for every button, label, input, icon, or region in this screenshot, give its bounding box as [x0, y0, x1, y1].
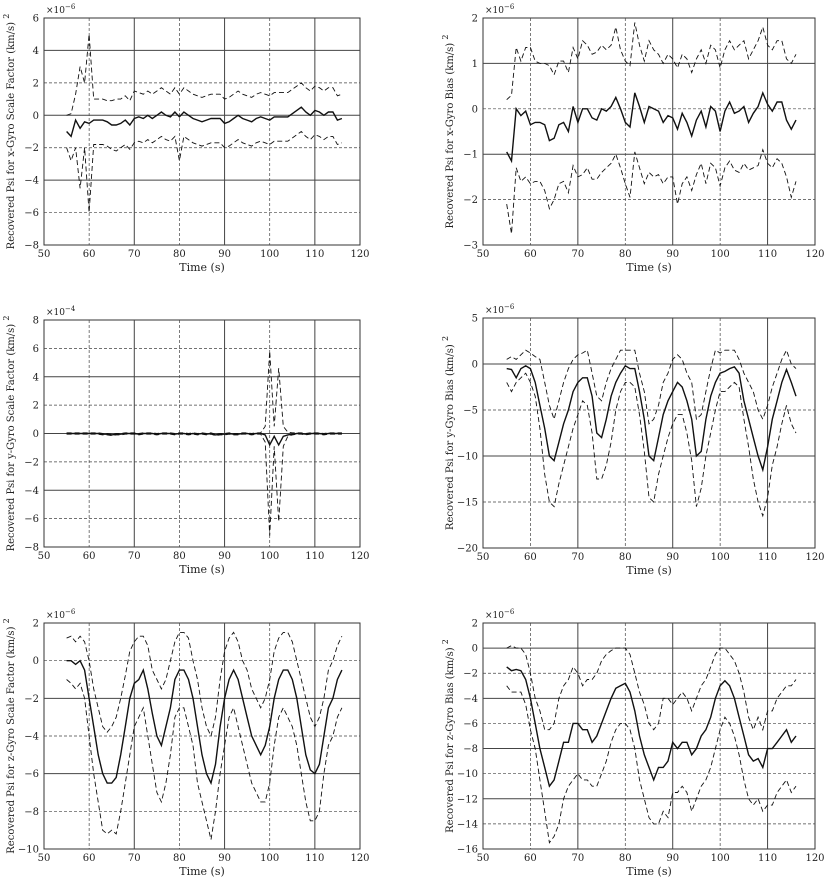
y-tick-label: −14 [456, 819, 478, 831]
y-tick-label: 0 [32, 656, 39, 668]
x-tick-label: 60 [82, 551, 96, 562]
y-axis-label: Recovered Psi for x-Gyro Scale Factor (km/s) $^2$ [2, 13, 17, 250]
y-tick-label: −20 [456, 543, 478, 555]
y-tick-label: −16 [456, 844, 478, 856]
x-tick-label: 120 [805, 552, 825, 563]
x-tick-label: 110 [758, 552, 778, 563]
x-tick-label: 70 [127, 853, 141, 864]
y-tick-label: 2 [471, 13, 478, 25]
y-tick-label: 5 [471, 313, 478, 325]
x-tick-label: 70 [571, 249, 585, 260]
x-tick-label: 110 [758, 853, 778, 864]
x-tick-label: 100 [260, 249, 280, 260]
y-tick-label: −2 [463, 195, 478, 207]
y-tick-label: 2 [471, 618, 478, 630]
x-tick-label: 60 [524, 552, 537, 563]
x-tick-label: 120 [805, 249, 825, 260]
chart-panel-4 [441, 303, 825, 577]
x-tick-label: 70 [127, 249, 141, 260]
y-tick-label: 0 [471, 643, 478, 655]
y-tick-label: 0 [471, 359, 478, 371]
y-tick-label: 2 [32, 400, 39, 412]
plot-frame [483, 623, 815, 849]
chart-panel-6 [441, 608, 825, 878]
x-tick-label: 50 [476, 853, 490, 864]
x-axis-label: Time (s) [626, 865, 672, 878]
y-tick-label: 2 [32, 618, 39, 630]
y-tick-label: 0 [471, 104, 478, 116]
x-axis-label: Time (s) [626, 261, 672, 274]
y-tick-label: −8 [24, 240, 39, 252]
x-tick-label: 50 [476, 249, 490, 260]
y-tick-label: −8 [24, 542, 39, 554]
x-tick-label: 60 [524, 249, 537, 260]
x-tick-label: 120 [350, 249, 370, 260]
x-tick-label: 80 [173, 853, 186, 864]
x-tick-label: 90 [218, 551, 231, 562]
chart-panel-2 [441, 3, 825, 274]
exponent-label: $\times 10^{-6}$ [485, 3, 515, 16]
x-tick-label: 90 [218, 249, 231, 260]
y-tick-label: 8 [32, 315, 39, 327]
y-tick-label: −10 [456, 769, 478, 781]
x-tick-label: 110 [305, 853, 325, 864]
x-tick-label: 110 [305, 249, 325, 260]
y-tick-label: −12 [456, 794, 478, 806]
x-tick-label: 100 [710, 249, 730, 260]
plot-frame [483, 18, 815, 245]
x-tick-label: 80 [173, 551, 186, 562]
x-tick-label: 50 [37, 551, 51, 562]
y-axis-label: Recovered Psi for z-Gyro Bias (km/s) $^2$ [441, 639, 456, 833]
y-tick-label: −6 [24, 208, 39, 220]
x-axis-label: Time (s) [626, 564, 672, 577]
x-tick-label: 50 [37, 853, 51, 864]
y-tick-label: −5 [463, 405, 478, 417]
y-tick-label: 4 [32, 45, 39, 57]
y-tick-label: −2 [24, 457, 39, 469]
x-tick-label: 50 [476, 552, 490, 563]
x-tick-label: 70 [571, 853, 585, 864]
x-tick-label: 50 [37, 249, 51, 260]
x-axis-label: Time (s) [179, 865, 225, 878]
y-axis-label: Recovered Psi for y-Gyro Bias (km/s) $^2$ [441, 335, 456, 531]
y-tick-label: −10 [17, 844, 39, 856]
exponent-label: $\times 10^{-6}$ [485, 303, 515, 316]
y-tick-label: 6 [32, 343, 39, 355]
plot-frame [44, 18, 360, 245]
y-tick-label: −6 [24, 514, 39, 526]
x-tick-label: 70 [127, 551, 141, 562]
x-tick-label: 120 [350, 551, 370, 562]
y-tick-label: −6 [463, 718, 478, 730]
x-tick-label: 110 [305, 551, 325, 562]
y-tick-label: −10 [456, 451, 478, 463]
y-tick-label: −8 [24, 806, 39, 818]
x-tick-label: 90 [666, 552, 680, 563]
y-tick-label: −15 [456, 497, 478, 509]
x-axis-label: Time (s) [179, 261, 225, 274]
x-tick-label: 60 [82, 853, 96, 864]
x-tick-label: 120 [350, 853, 370, 864]
exponent-label: $\times 10^{-6}$ [485, 608, 515, 621]
x-tick-label: 80 [618, 853, 632, 864]
chart-panel-1 [2, 3, 370, 274]
y-axis-label: Recovered Psi for z-Gyro Scale Factor (km/s) $^2$ [2, 618, 17, 854]
y-tick-label: −4 [24, 731, 39, 743]
y-tick-label: 4 [32, 372, 39, 384]
x-tick-label: 100 [260, 551, 280, 562]
exponent-label: $\times 10^{-4}$ [46, 305, 76, 318]
y-tick-label: −8 [463, 744, 478, 756]
y-tick-label: −4 [24, 175, 39, 187]
y-tick-label: 0 [32, 429, 39, 440]
y-tick-label: −3 [463, 240, 478, 252]
x-tick-label: 80 [618, 552, 632, 563]
y-tick-label: 2 [32, 78, 39, 90]
x-tick-label: 100 [260, 853, 280, 864]
y-tick-label: −2 [24, 693, 39, 705]
x-tick-label: 80 [618, 249, 632, 260]
chart-panel-5 [2, 608, 370, 878]
plot-frame [483, 318, 815, 548]
chart-panel-3 [2, 305, 370, 576]
x-tick-label: 60 [82, 249, 96, 260]
x-axis-label: Time (s) [179, 563, 225, 576]
y-tick-label: −2 [463, 668, 478, 680]
y-tick-label: −2 [24, 143, 39, 155]
x-tick-label: 100 [710, 552, 730, 563]
y-axis-label: Recovered Psi for y-Gyro Scale Factor (km/s) $^2$ [2, 315, 17, 552]
x-tick-label: 80 [173, 249, 186, 260]
x-tick-label: 70 [571, 552, 585, 563]
x-tick-label: 60 [524, 853, 537, 864]
y-tick-label: 6 [32, 13, 39, 25]
y-tick-label: 1 [471, 58, 478, 70]
exponent-label: $\times 10^{-6}$ [46, 3, 76, 16]
x-tick-label: 90 [218, 853, 231, 864]
y-tick-label: −1 [463, 149, 478, 161]
x-tick-label: 90 [666, 853, 680, 864]
y-tick-label: −4 [463, 693, 478, 705]
x-tick-label: 100 [710, 853, 730, 864]
x-tick-label: 90 [666, 249, 680, 260]
x-tick-label: 110 [758, 249, 778, 260]
y-tick-label: 0 [32, 110, 39, 122]
y-tick-label: −6 [24, 769, 39, 781]
y-tick-label: −4 [24, 485, 39, 497]
y-axis-label: Recovered Psi for x-Gyro Bias (km/s) $^2$ [441, 34, 456, 229]
x-tick-label: 120 [805, 853, 825, 864]
exponent-label: $\times 10^{-6}$ [46, 608, 76, 621]
